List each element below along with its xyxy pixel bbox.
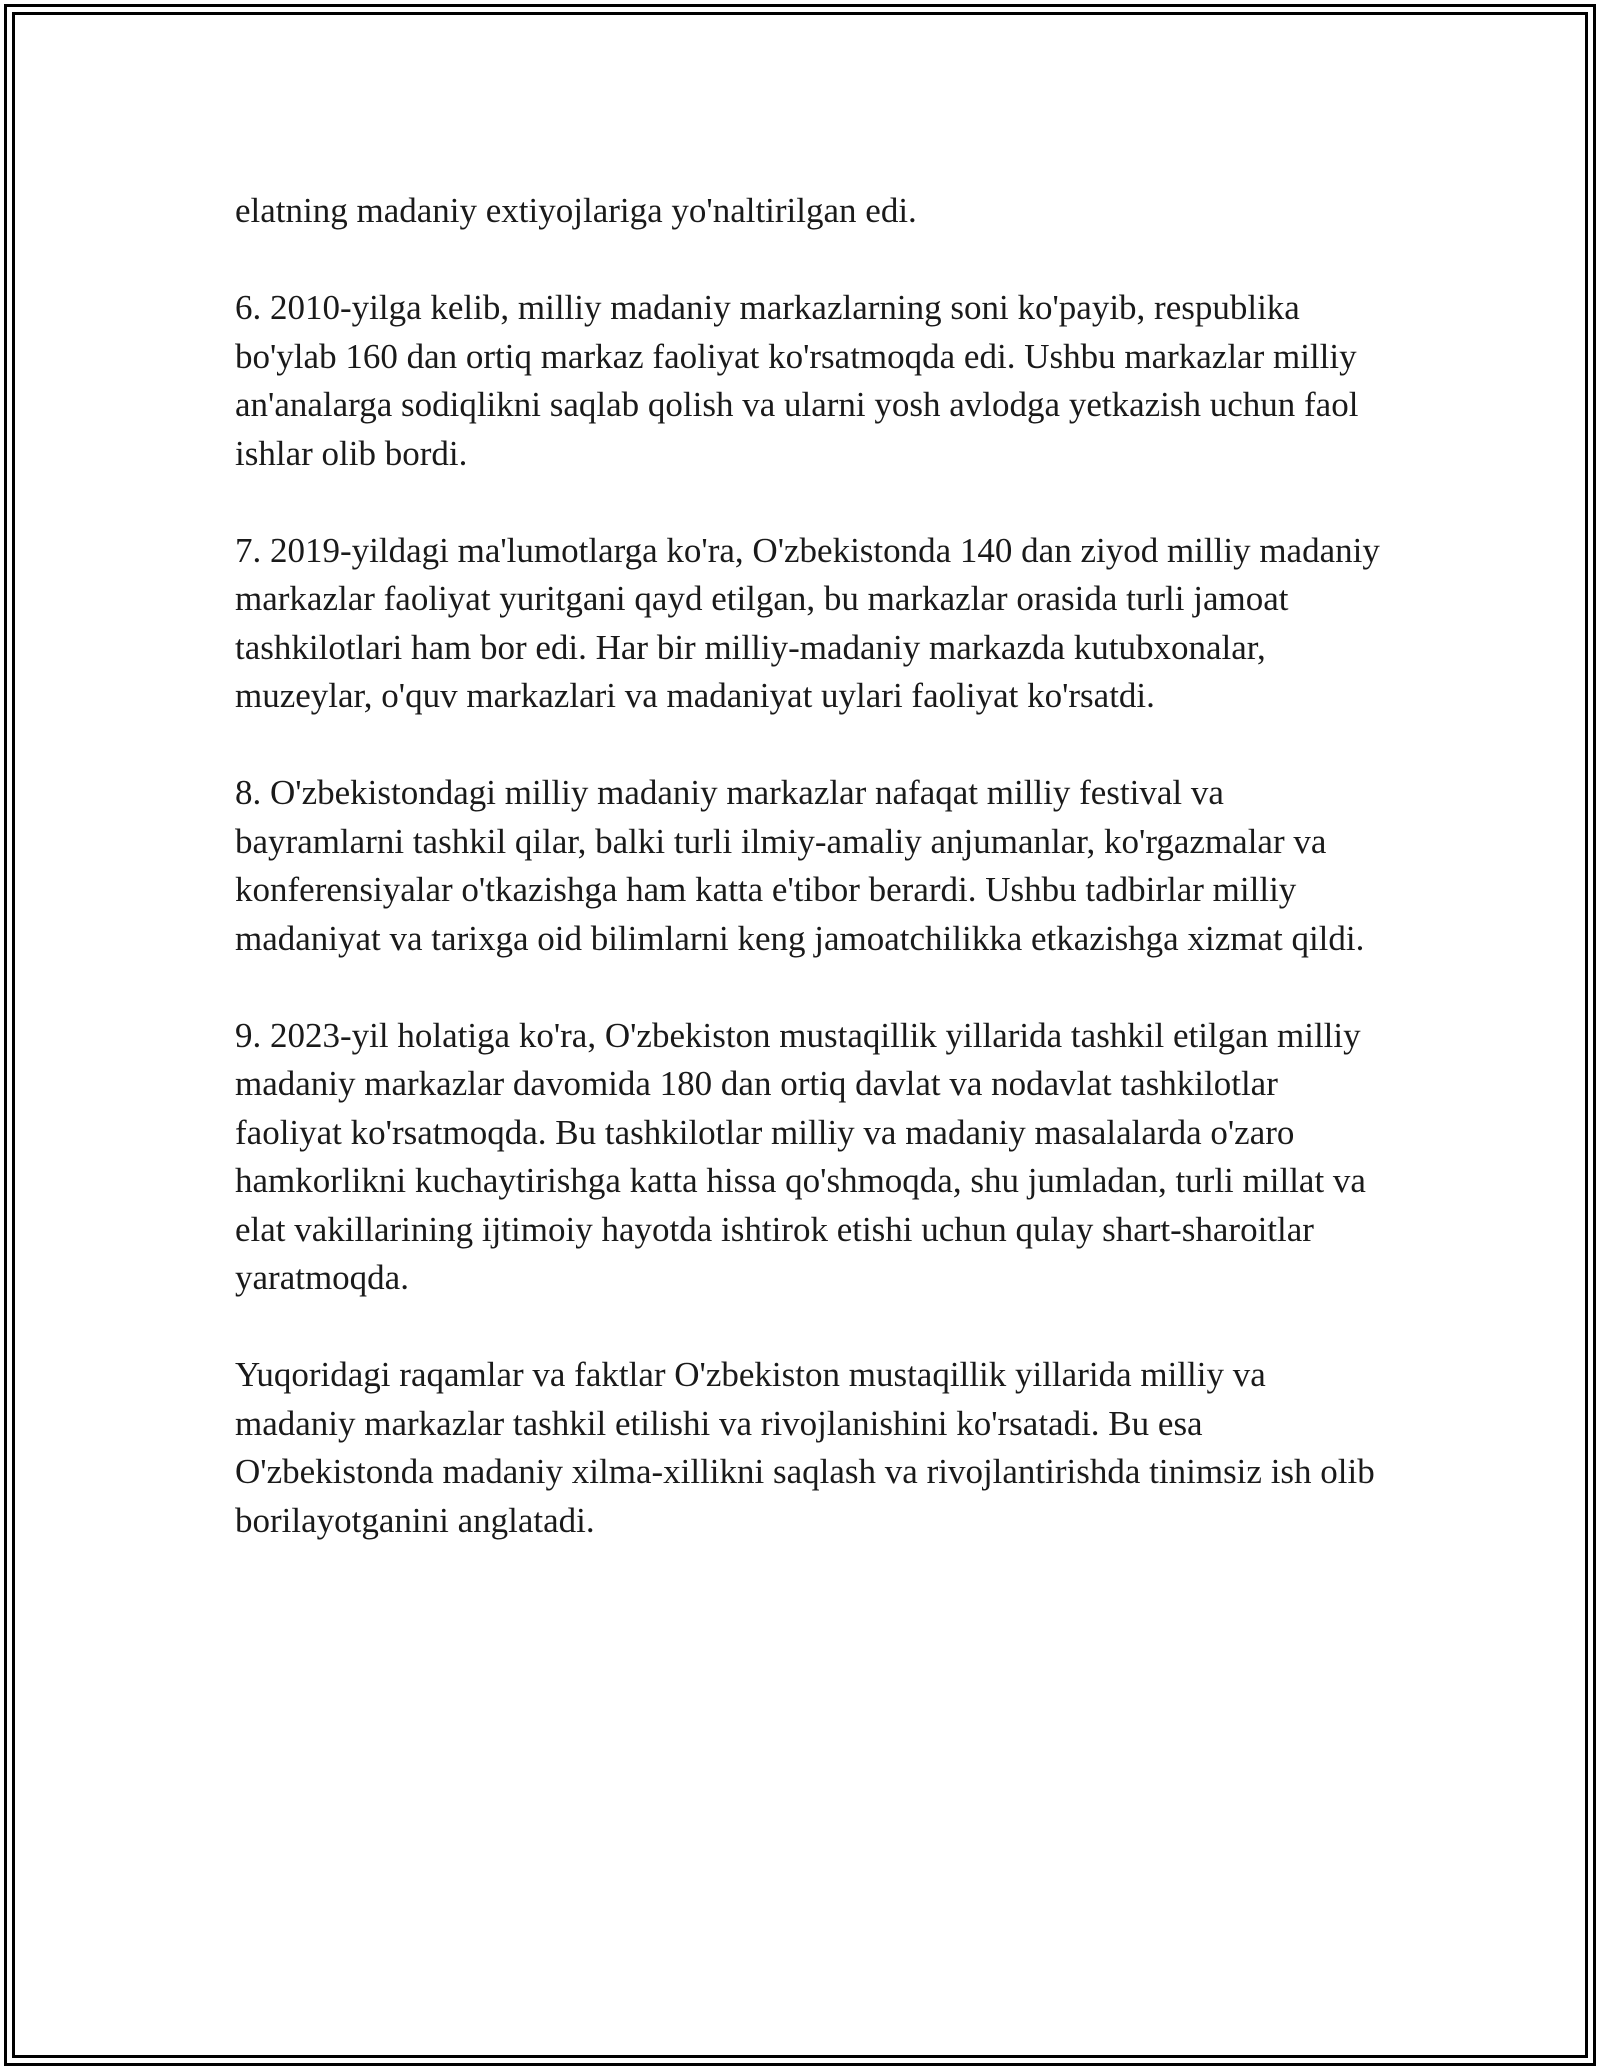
paragraph-item-6: 6. 2010-yilga kelib, milliy madaniy markazlarning soni ko'payib, respublika bo'ylab 160 dan ortiq markaz faoliyat ko'rsatmoqda edi. Ushbu markazlar milliy an'analarga sodiqlikni saqlab qolish va ularni yosh avlodga yetkazish uchun faol ishlar olib bordi. bbox=[235, 288, 1359, 473]
paragraph-item-8: 8. O'zbekistondagi milliy madaniy markazlar nafaqat milliy festival va bayramlarni tashkil qilar, balki turli ilmiy-amaliy anjumanlar, ko'rgazmalar va konferensiyalar o'tkazishga ham katta e'tibor berardi. Ushbu tadbirlar milliy madaniyat va tarixga oid bilimlarni keng jamoatchilikka etkazishga xizmat qildi. bbox=[235, 773, 1365, 958]
paragraph-continuation: elatning madaniy extiyojlariga yo'naltirilgan edi. bbox=[235, 191, 917, 230]
paragraph-item-9: 9. 2023-yil holatiga ko'ra, O'zbekiston mustaqillik yillarida tashkil etilgan milliy madaniy markazlar davomida 180 dan ortiq davlat va nodavlat tashkilotlar faoliyat ko'rsatmoqda. Bu tashkilotlar milliy va madaniy masalalarda o'zaro hamkorlikni kuchaytirishga katta hissa qo'shmoqda, shu jumladan, turli millat va elat vakillarining ijtimoiy hayotda ishtirok etishi uchun qulay shart-sharoitlar yaratmoqda. bbox=[235, 1015, 1366, 1297]
paragraph-conclusion: Yuqoridagi raqamlar va faktlar O'zbekiston mustaqillik yillarida milliy va madaniy markazlar tashkil etilishi va rivojlanishini ko'rsatadi. Bu esa O'zbekistonda madaniy xilma-xillikni saqlash va rivojlantirishda tinimsiz ish olib borilayotganini anglatadi. bbox=[235, 1355, 1375, 1540]
document-body bbox=[235, 187, 1385, 1545]
paragraph-item-7: 7. 2019-yildagi ma'lumotlarga ko'ra, O'zbekistonda 140 dan ziyod milliy madaniy markazlar faoliyat yuritgani qayd etilgan, bu markazlar orasida turli jamoat tashkilotlari ham bor edi. Har bir milliy-madaniy markazda kutubxonalar, muzeylar, o'quv markazlari va madaniyat uylari faoliyat ko'rsatdi. bbox=[235, 530, 1380, 715]
